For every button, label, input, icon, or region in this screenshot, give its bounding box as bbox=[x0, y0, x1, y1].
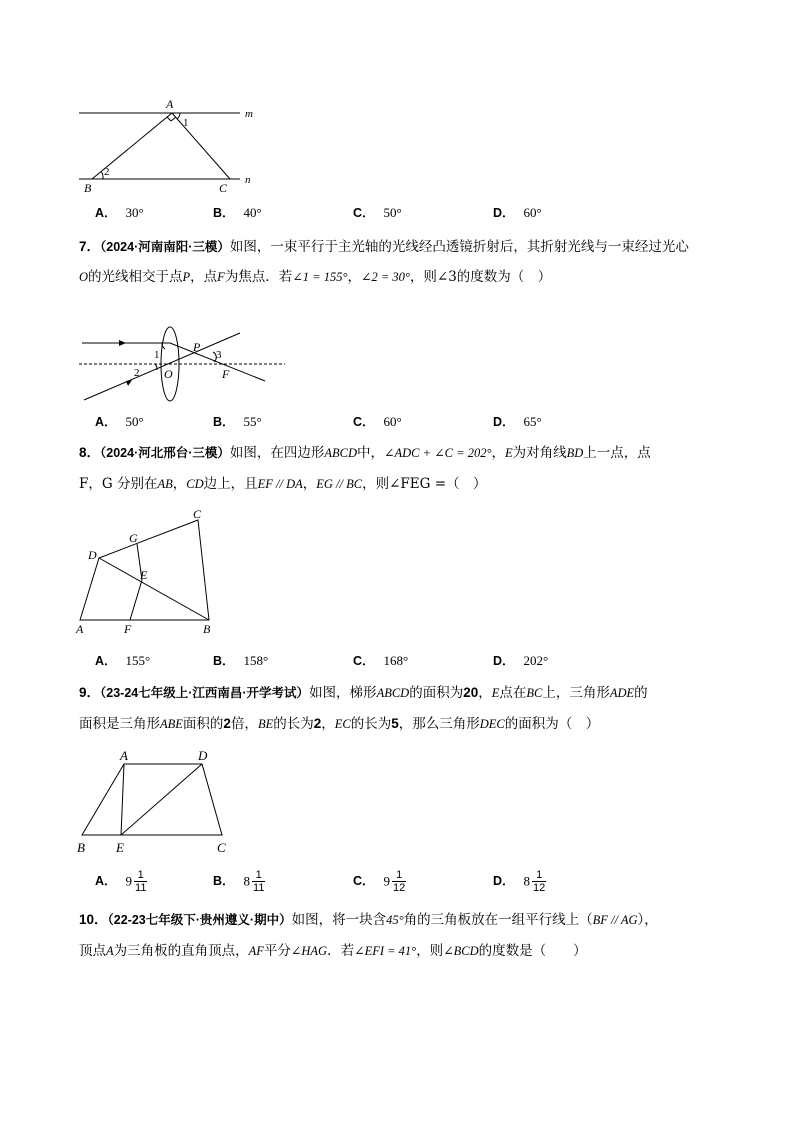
option-value: 40° bbox=[243, 205, 262, 220]
math: E bbox=[504, 446, 513, 460]
text: 中， bbox=[357, 445, 385, 461]
math: CD bbox=[186, 477, 204, 491]
q8-option-a[interactable] bbox=[95, 652, 150, 670]
segment-DE bbox=[121, 764, 202, 835]
label-E: E bbox=[140, 568, 148, 582]
denominator: 12 bbox=[393, 882, 406, 894]
q7-line-1 bbox=[79, 237, 689, 257]
option-label: A． bbox=[95, 206, 117, 220]
numerator: 1 bbox=[392, 869, 406, 882]
text: 的面积为 bbox=[409, 685, 464, 701]
math: AF bbox=[248, 944, 264, 958]
math: BE bbox=[257, 717, 274, 731]
q10-line-2 bbox=[79, 941, 587, 961]
figure-q7 bbox=[70, 322, 290, 412]
option-value: 155° bbox=[125, 653, 151, 668]
text: 上一点，点 bbox=[583, 445, 651, 461]
math: BC bbox=[526, 686, 543, 700]
right-angle-mark bbox=[167, 117, 176, 121]
numerator: 1 bbox=[252, 869, 265, 882]
question-number: 7． bbox=[79, 239, 101, 254]
question-source: （2024·河北邢台·三模） bbox=[100, 446, 230, 460]
q7-option-d[interactable] bbox=[493, 413, 542, 431]
option-label: B． bbox=[213, 654, 235, 668]
q7-option-b[interactable] bbox=[213, 413, 262, 431]
q8-line-1 bbox=[79, 443, 651, 463]
label-n: n bbox=[245, 174, 251, 186]
option-label: C． bbox=[353, 206, 375, 220]
text: 为三角板的直角顶点， bbox=[113, 943, 249, 959]
numerator: 1 bbox=[532, 869, 546, 882]
math: 45° bbox=[386, 913, 404, 927]
q9-option-c[interactable] bbox=[353, 869, 406, 894]
label-m: m bbox=[245, 108, 253, 120]
text: 的度数是（ ） bbox=[478, 943, 587, 959]
label-D: D bbox=[198, 748, 208, 763]
option-label: A． bbox=[95, 873, 117, 888]
text: 的光线相交于点 bbox=[88, 269, 183, 285]
question-number: 9． bbox=[79, 685, 101, 700]
label-G: G bbox=[129, 531, 138, 545]
option-value: 50° bbox=[125, 414, 144, 429]
denominator: 12 bbox=[533, 882, 546, 894]
option-label: A． bbox=[95, 654, 117, 668]
fraction bbox=[252, 869, 265, 894]
question-source: （22-23七年级下·贵州遵义·期中） bbox=[107, 913, 292, 927]
q8-option-d[interactable] bbox=[493, 652, 548, 670]
q9-option-b[interactable] bbox=[213, 869, 265, 894]
number: 20 bbox=[463, 685, 479, 700]
text: ，则∠3的度数为（ ） bbox=[409, 269, 552, 285]
fraction bbox=[134, 869, 147, 894]
text: 上，三角形 bbox=[542, 685, 610, 701]
diagonal-BD bbox=[99, 558, 209, 620]
label-D: D bbox=[88, 548, 97, 562]
text: 的 bbox=[634, 685, 648, 701]
angle-1-arc bbox=[177, 113, 180, 119]
numerator: 1 bbox=[134, 869, 147, 882]
text: 倍， bbox=[230, 716, 258, 732]
q9-line-2 bbox=[79, 714, 599, 734]
text: ， bbox=[302, 476, 317, 492]
text: ）， bbox=[637, 912, 658, 928]
text: ，则 bbox=[416, 943, 444, 959]
math: ∠EFI = 41° bbox=[354, 944, 417, 958]
text: 的长为 bbox=[273, 716, 314, 732]
option-value: 158° bbox=[243, 653, 269, 668]
segment-AC bbox=[172, 113, 230, 179]
q6-option-b[interactable] bbox=[213, 204, 262, 222]
figure-q9 bbox=[70, 745, 240, 860]
math: EC bbox=[334, 717, 351, 731]
option-value: 60° bbox=[523, 205, 542, 220]
question-source: （23-24七年级上·江西南昌·开学考试） bbox=[100, 686, 310, 700]
figure-q6 bbox=[70, 95, 270, 195]
segment-AE bbox=[121, 764, 124, 835]
label-C: C bbox=[217, 840, 226, 855]
text: 点在 bbox=[499, 685, 527, 701]
option-label: B． bbox=[213, 206, 235, 220]
math: ∠HAG bbox=[290, 944, 328, 958]
text: 面积的 bbox=[182, 716, 224, 732]
math: F bbox=[217, 270, 225, 284]
math: ∠ADC + ∠C = 202° bbox=[384, 446, 492, 460]
number: 2 bbox=[313, 716, 322, 731]
text: ，那么三角形 bbox=[398, 716, 480, 732]
label-A: A bbox=[120, 748, 128, 763]
math: DEC bbox=[479, 717, 505, 731]
label-B: B bbox=[77, 840, 85, 855]
mixed-whole: 8 bbox=[243, 873, 251, 889]
text: 的长为 bbox=[350, 716, 392, 732]
math: AB bbox=[157, 477, 173, 491]
math: ADE bbox=[609, 686, 635, 700]
arrow-head bbox=[119, 340, 126, 346]
fraction bbox=[392, 869, 406, 894]
text: 边上，且 bbox=[203, 476, 258, 492]
trapezoid-ABCD bbox=[82, 764, 222, 835]
math: ∠2 = 30° bbox=[360, 270, 410, 284]
label-F: F bbox=[222, 367, 230, 381]
option-label: B． bbox=[213, 415, 235, 429]
text: ， bbox=[478, 685, 492, 701]
text: 顶点 bbox=[79, 943, 106, 959]
label-O: O bbox=[164, 367, 173, 381]
q7-line-2 bbox=[79, 267, 551, 287]
denominator: 11 bbox=[253, 882, 265, 894]
text: ．若 bbox=[327, 943, 355, 959]
label-1: 1 bbox=[154, 349, 160, 361]
math: ∠1 = 155° bbox=[292, 270, 348, 284]
label-C: C bbox=[219, 181, 228, 195]
q7-option-c[interactable] bbox=[353, 413, 402, 431]
math: ABCD bbox=[324, 446, 358, 460]
option-label: D． bbox=[493, 873, 515, 888]
label-F: F bbox=[124, 622, 132, 636]
label-P: P bbox=[193, 340, 201, 354]
label-1: 1 bbox=[183, 117, 189, 129]
option-value: 60° bbox=[383, 414, 402, 429]
mixed-whole: 9 bbox=[383, 873, 391, 889]
text: 的面积为（ ） bbox=[504, 716, 600, 732]
number: 2 bbox=[223, 716, 231, 731]
question-number: 10． bbox=[79, 912, 108, 927]
math: E bbox=[491, 686, 500, 700]
number: 5 bbox=[391, 716, 399, 731]
q7-option-a[interactable] bbox=[95, 413, 144, 431]
text: 角的三角板放在一组平行线上（ bbox=[403, 912, 593, 928]
text: ， bbox=[172, 476, 187, 492]
math: BD bbox=[566, 446, 584, 460]
q6-option-d[interactable] bbox=[493, 204, 542, 222]
text: 为焦点．若 bbox=[224, 269, 293, 285]
option-value: 168° bbox=[383, 653, 409, 668]
q10-line-1 bbox=[79, 910, 658, 930]
text: F，G 分别在 bbox=[79, 476, 158, 492]
label-E: E bbox=[116, 840, 124, 855]
option-label: A． bbox=[95, 415, 117, 429]
option-label: C． bbox=[353, 654, 375, 668]
q9-line-1 bbox=[79, 683, 648, 703]
question-source: （2024·河南南阳·三模） bbox=[100, 240, 230, 254]
option-value: 202° bbox=[523, 653, 549, 668]
q6-option-c[interactable] bbox=[353, 204, 402, 222]
text: 为对角线 bbox=[512, 445, 567, 461]
label-3: 3 bbox=[216, 349, 222, 361]
math: ABCD bbox=[376, 686, 410, 700]
label-2: 2 bbox=[134, 367, 140, 379]
text: 平分 bbox=[263, 943, 291, 959]
question-text: 如图，一束平行于主光轴的光线经凸透镜折射后，其折射光线与一束经过光心 bbox=[229, 239, 689, 255]
mixed-whole: 9 bbox=[125, 873, 133, 889]
label-A: A bbox=[76, 622, 84, 636]
math: EG // BC bbox=[316, 477, 363, 491]
question-number: 8． bbox=[79, 445, 101, 460]
option-label: D． bbox=[493, 206, 515, 220]
segment-EF bbox=[130, 580, 142, 620]
text: 如图，在四边形 bbox=[229, 445, 325, 461]
math: ∠BCD bbox=[443, 944, 479, 958]
math: ABE bbox=[160, 717, 183, 731]
q8-option-c[interactable] bbox=[353, 652, 408, 670]
math: O bbox=[79, 270, 89, 284]
option-label: C． bbox=[353, 873, 375, 888]
text: ，点 bbox=[190, 269, 218, 285]
figure-q8 bbox=[70, 505, 220, 640]
option-label: C． bbox=[353, 415, 375, 429]
option-label: D． bbox=[493, 415, 515, 429]
option-value: 65° bbox=[523, 414, 542, 429]
option-value: 30° bbox=[125, 205, 144, 220]
label-B: B bbox=[84, 181, 92, 195]
text: ， bbox=[347, 269, 361, 285]
math: A bbox=[106, 944, 114, 958]
text: 如图，梯形 bbox=[309, 685, 377, 701]
text: ， bbox=[491, 445, 505, 461]
option-value: 50° bbox=[383, 205, 402, 220]
option-label: B． bbox=[213, 873, 235, 888]
label-B: B bbox=[203, 622, 211, 636]
text: ， bbox=[321, 716, 335, 732]
q8-option-b[interactable] bbox=[213, 652, 268, 670]
angle-2-arc bbox=[101, 171, 103, 179]
math: BF // AG bbox=[592, 913, 638, 927]
text: 面积是三角形 bbox=[79, 716, 160, 732]
label-C: C bbox=[193, 507, 202, 521]
fraction bbox=[532, 869, 546, 894]
q9-option-a[interactable] bbox=[95, 869, 147, 894]
q8-line-2 bbox=[79, 474, 487, 494]
q6-option-a[interactable] bbox=[95, 204, 144, 222]
math: EF // DA bbox=[257, 477, 303, 491]
text: 如图，将一块含 bbox=[291, 912, 387, 928]
option-label: D． bbox=[493, 654, 515, 668]
q9-option-d[interactable] bbox=[493, 869, 546, 894]
label-2: 2 bbox=[104, 166, 110, 178]
arrow-head bbox=[126, 380, 132, 386]
denominator: 11 bbox=[135, 882, 147, 894]
math: P bbox=[182, 270, 191, 284]
option-value: 55° bbox=[243, 414, 262, 429]
mixed-whole: 8 bbox=[523, 873, 531, 889]
label-A: A bbox=[166, 97, 174, 111]
text: ，则∠FEG =（ ） bbox=[362, 476, 487, 492]
angle-1-arc bbox=[162, 343, 165, 349]
